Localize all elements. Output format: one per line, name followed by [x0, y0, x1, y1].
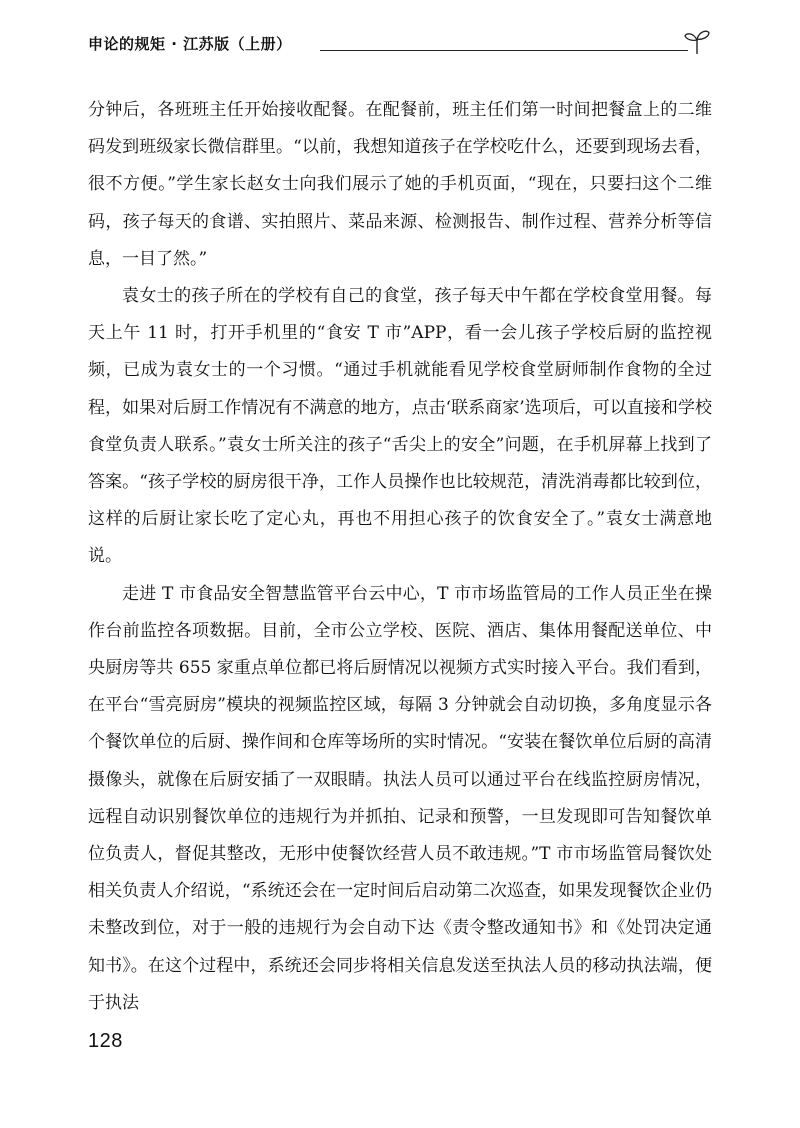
running-header [88, 34, 712, 58]
paragraph: 走进 T 市食品安全智慧监管平台云中心，T 市市场监管局的工作人员正坐在操作台前监控各项数据。目前，全市公立学校、医院、酒店、集体用餐配送单位、中央厨房等共 655 家重点单位都已将后厨情况以视频方式实时接入平台。我们看到，在平台“雪亮厨房”模块的视频监控区域，每隔 3 分钟就会自动切换，多角度显示各个餐饮单位的后厨、操作间和仓库等场所的实时情况。“安装在餐饮单位后厨的高清摄像头，就像在后厨安插了一双眼睛。执法人员可以通过平台在线监控厨房情况，远程自动识别餐饮单位的违规行为并抓拍、记录和预警，一旦发现即可告知餐饮单位负责人，督促其整改，无形中使餐饮经营人员不敢违规。”T 市市场监管局餐饮处相关负责人介绍说，“系统还会在一定时间后启动第二次巡查，如果发现餐饮企业仍未整改到位，对于一般的违规行为会自动下达《责令整改通知书》和《处罚决定通知书》。在这个过程中，系统还会同步将相关信息发送至执法人员的移动执法端，便于执法 [88, 583, 712, 1013]
paragraph-continued: 分钟后，各班班主任开始接收配餐。在配餐前，班主任们第一时间把餐盒上的二维码发到班级家长微信群里。“以前，我想知道孩子在学校吃什么，还要到现场去看，很不方便。”学生家长赵女士向我们展示了她的手机页面，“现在，只要扫这个二维码，孩子每天的食谱、实拍照片、菜品来源、检测报告、制作过程、营养分析等信息，一目了然。” [88, 100, 712, 269]
paragraph: 袁女士的孩子所在的学校有自己的食堂，孩子每天中午都在学校食堂用餐。每天上午 11 时，打开手机里的“食安 T 市”APP，看一会儿孩子学校后厨的监控视频，已成为袁女士的一个习惯。“通过手机就能看见学校食堂厨师制作食物的全过程，如果对后厨工作情况有不满意的地方，点击‘联系商家’选项后，可以直接和学校食堂负责人联系。”袁女士所关注的孩子“舌尖上的安全”问题，在手机屏幕上找到了答案。“孩子学校的厨房很干净，工作人员操作也比较规范，清洗消毒都比较到位，这样的后厨让家长吃了定心丸，再也不用担心孩子的饮食安全了。”袁女士满意地说。 [88, 286, 712, 567]
book-title: 申论的规矩 · 江苏版（上册） [88, 35, 292, 53]
header-rule [320, 50, 688, 51]
page-number: 128 [88, 1030, 123, 1052]
sprout-icon [682, 26, 712, 56]
article-body [88, 92, 712, 1022]
